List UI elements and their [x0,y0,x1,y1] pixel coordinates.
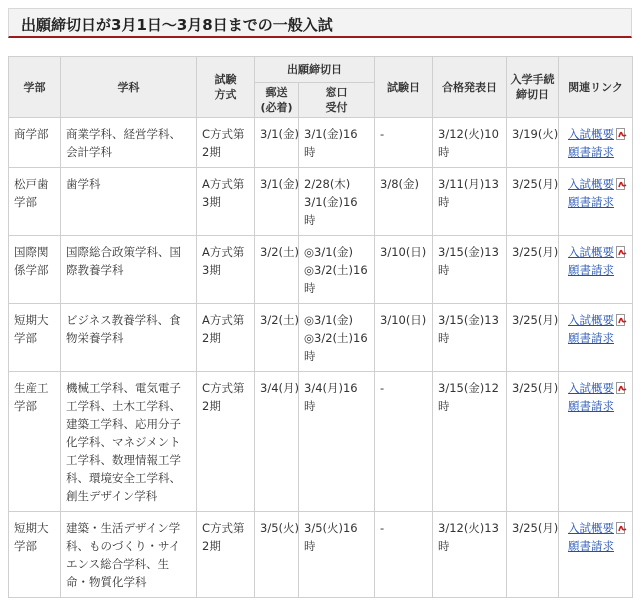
cell-method: A方式第2期 [197,304,255,372]
exam-overview-label: 入試概要 [568,245,614,259]
cell-department: 商業学科、経営学科、会計学科 [61,118,197,168]
cell-exam-date: 3/8(金) [375,168,433,236]
table-row [9,168,633,236]
application-request-label: 願書請求 [568,263,614,277]
application-request-link[interactable] [568,329,614,347]
cell-links [559,372,633,512]
exam-overview-label: 入試概要 [568,521,614,535]
application-request-link[interactable] [568,397,614,415]
cell-method: C方式第2期 [197,512,255,598]
application-request-link[interactable] [568,193,614,211]
cell-department: 機械工学科、電気電子工学科、土木工学科、建築工学科、応用分子化学科、マネジメント工学科、数理情報工学科、環境安全工学科、創生デザイン学科 [61,372,197,512]
cell-result-date: 3/11(月)13時 [433,168,507,236]
cell-enroll-deadline: 3/25(月) [507,168,559,236]
exam-overview-link[interactable] [568,519,627,537]
exam-schedule-table [8,56,633,598]
application-request-label: 願書請求 [568,399,614,413]
cell-result-date: 3/12(火)10時 [433,118,507,168]
exam-overview-label: 入試概要 [568,127,614,141]
cell-faculty: 短期大学部 [9,304,61,372]
pdf-icon [616,178,627,190]
cell-department: 建築・生活デザイン学科、ものづくり・サイエンス総合学科、生命・物質化学科 [61,512,197,598]
cell-faculty: 松戸歯学部 [9,168,61,236]
cell-mail: 3/4(月) [255,372,299,512]
cell-department: ビジネス教養学科、食物栄養学科 [61,304,197,372]
cell-links [559,168,633,236]
header-enroll-deadline: 入学手続 締切日 [507,57,559,118]
cell-mail: 3/5(火) [255,512,299,598]
exam-overview-label: 入試概要 [568,177,614,191]
cell-window: 3/5(火)16時 [299,512,375,598]
cell-result-date: 3/12(火)13時 [433,512,507,598]
cell-enroll-deadline: 3/25(月) [507,512,559,598]
cell-result-date: 3/15(金)13時 [433,236,507,304]
pdf-icon [616,128,627,140]
cell-department: 歯学科 [61,168,197,236]
application-request-link[interactable] [568,143,614,161]
application-request-label: 願書請求 [568,331,614,345]
table-row [9,118,633,168]
header-result-date: 合格発表日 [433,57,507,118]
cell-faculty: 短期大学部 [9,512,61,598]
header-department: 学科 [61,57,197,118]
exam-overview-link[interactable] [568,311,627,329]
cell-faculty: 生産工学部 [9,372,61,512]
cell-window: ◎3/1(金) ◎3/2(土)16時 [299,236,375,304]
exam-overview-label: 入試概要 [568,381,614,395]
cell-window: 2/28(木) 3/1(金)16時 [299,168,375,236]
application-request-link[interactable] [568,261,614,279]
header-exam-date: 試験日 [375,57,433,118]
cell-mail: 3/2(土) [255,304,299,372]
cell-faculty: 商学部 [9,118,61,168]
exam-overview-link[interactable] [568,175,627,193]
cell-mail: 3/1(金) [255,168,299,236]
header-window: 窓口 受付 [299,83,375,118]
cell-links [559,512,633,598]
cell-result-date: 3/15(金)13時 [433,304,507,372]
application-request-label: 願書請求 [568,145,614,159]
table-row [9,236,633,304]
pdf-icon [616,314,627,326]
cell-window: 3/1(金)16時 [299,118,375,168]
header-links: 関連リンク [559,57,633,118]
cell-mail: 3/2(土) [255,236,299,304]
application-request-label: 願書請求 [568,539,614,553]
cell-links [559,236,633,304]
cell-department: 国際総合政策学科、国際教養学科 [61,236,197,304]
cell-exam-date: - [375,512,433,598]
application-request-link[interactable] [568,537,614,555]
cell-links [559,304,633,372]
application-request-label: 願書請求 [568,195,614,209]
cell-method: C方式第2期 [197,372,255,512]
cell-enroll-deadline: 3/19(火) [507,118,559,168]
table-row [9,512,633,598]
exam-overview-link[interactable] [568,125,627,143]
pdf-icon [616,522,627,534]
cell-exam-date: - [375,372,433,512]
cell-mail: 3/1(金) [255,118,299,168]
cell-exam-date: - [375,118,433,168]
cell-enroll-deadline: 3/25(月) [507,236,559,304]
table-row [9,304,633,372]
table-row [9,372,633,512]
header-mail: 郵送 (必着) [255,83,299,118]
cell-method: C方式第2期 [197,118,255,168]
cell-enroll-deadline: 3/25(月) [507,372,559,512]
cell-links [559,118,633,168]
cell-faculty: 国際関係学部 [9,236,61,304]
header-method: 試験 方式 [197,57,255,118]
cell-method: A方式第3期 [197,168,255,236]
cell-exam-date: 3/10(日) [375,304,433,372]
cell-enroll-deadline: 3/25(月) [507,304,559,372]
cell-window: 3/4(月)16時 [299,372,375,512]
cell-window: ◎3/1(金) ◎3/2(土)16時 [299,304,375,372]
pdf-icon [616,382,627,394]
pdf-icon [616,246,627,258]
page-title: 出願締切日が3月1日〜3月8日までの一般入試 [8,8,632,38]
exam-overview-link[interactable] [568,379,627,397]
cell-exam-date: 3/10(日) [375,236,433,304]
cell-result-date: 3/15(金)12時 [433,372,507,512]
cell-method: A方式第3期 [197,236,255,304]
header-deadline: 出願締切日 [255,57,375,83]
header-faculty: 学部 [9,57,61,118]
exam-overview-label: 入試概要 [568,313,614,327]
exam-overview-link[interactable] [568,243,627,261]
